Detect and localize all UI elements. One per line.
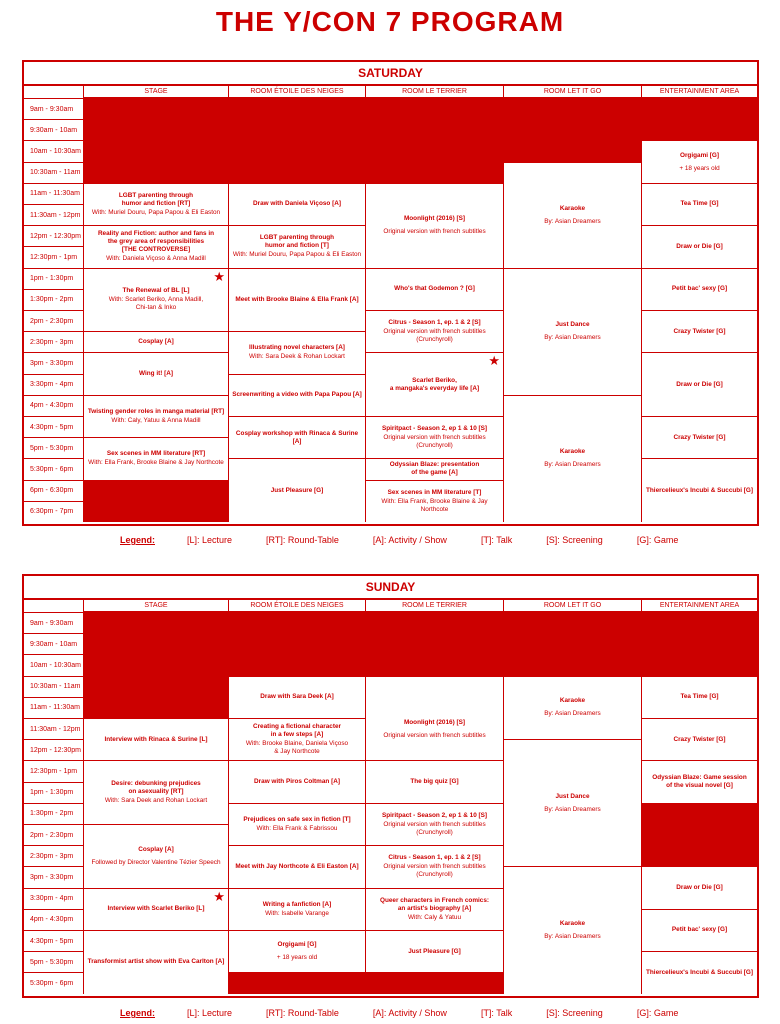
event-details: With: Ella Frank & Fabrissou [256,824,338,832]
event-title: Desire: debunking prejudices on asexuality [RT] [111,780,201,796]
legend-item: [G]: Game [636,1008,679,1018]
schedule-grid [24,86,757,522]
time-slot: 3:30pm - 4pm [24,888,83,909]
event-cell [83,395,228,437]
column-header: ROOM ÉTOILE DES NEIGES [228,600,365,612]
event-title: Queer characters in French comics: an artist's biography [A] [379,896,490,912]
event-cell [228,268,365,332]
event-title: Karaoke [559,448,586,456]
event-cell [365,183,503,268]
event-cell [365,268,503,310]
blocked-slot [228,98,365,183]
event-title: Interview with Rinaca & Surine [L] [104,735,208,743]
time-slot: 2:30pm - 3pm [24,845,83,866]
time-slot: 2pm - 2:30pm [24,824,83,845]
time-slot: 4pm - 4:30pm [24,395,83,416]
column-header: ROOM LE TERRIER [365,86,503,98]
time-slot: 10am - 10:30am [24,654,83,675]
legend-item: [A]: Activity / Show [372,1008,447,1018]
event-cell [83,888,228,930]
event-cell [641,183,757,225]
event-cell [228,718,365,760]
event-title: Prejudices on safe sex in fiction [T] [243,815,351,823]
time-slot: 5:30pm - 6pm [24,458,83,479]
event-title: Crazy Twister [G] [673,433,726,441]
event-cell [641,352,757,416]
day-heading: SUNDAY [24,576,757,600]
event-details: + 18 years old [679,164,720,172]
event-details: Original version with french subtitles [383,731,486,739]
event-title: Twisting gender roles in manga material [RT] [87,407,225,415]
event-details: Followed by Director Valentine Tézier Speech [91,858,221,866]
event-title: Transformist artist show with Eva Carlton [A] [87,958,225,966]
event-cell [641,458,757,522]
event-details: With: Caly & Yatuu [407,913,462,921]
event-details: With: Daniela Viçoso & Anna Madill [106,255,206,263]
event-title: Crazy Twister [G] [673,735,726,743]
event-cell [365,930,503,972]
event-cell [641,225,757,267]
column-header: ROOM ÉTOILE DES NEIGES [228,86,365,98]
saturday-schedule [22,60,759,526]
blocked-slot [365,972,503,993]
column-header: ROOM LE TERRIER [365,600,503,612]
legend-item: [RT]: Round-Table [266,535,339,545]
event-title: Tea Time [G] [680,693,719,701]
time-slot: 1:30pm - 2pm [24,803,83,824]
event-title: Who's that Godemon ? [G] [394,285,475,293]
event-title: Just Dance [555,792,590,800]
event-cell [503,268,641,395]
event-details: With: Scarlet Beriko, Anna Madill, Chi-tan & Inko [108,296,204,312]
column-header: STAGE [83,86,228,98]
time-slot: 3:30pm - 4pm [24,374,83,395]
column-header: ENTERTAINMENT AREA [641,600,757,612]
event-details: By: Asian Dreamers [544,710,601,718]
blocked-slot [503,612,641,676]
event-title: Just Pleasure [G] [408,947,461,955]
event-cell [228,374,365,416]
event-details: By: Asian Dreamers [544,932,601,940]
time-slot: 5pm - 5:30pm [24,951,83,972]
day-heading: SATURDAY [24,62,757,86]
event-title: Petit bac' sexy [G] [671,285,728,293]
event-title: Interview with Scarlet Beriko [L] [107,905,205,913]
time-slot: 9am - 9:30am [24,98,83,119]
event-details: With: Muriel Douru, Papa Papou & Eli Easton [91,208,221,216]
event-title: The Renewal of BL [L] [122,287,190,295]
star-icon: ★ [213,268,225,284]
blocked-slot [365,98,503,183]
time-slot: 12:30pm - 1pm [24,246,83,267]
event-cell [641,140,757,182]
event-cell [365,416,503,458]
blocked-slot [228,972,365,993]
event-cell [83,268,228,332]
event-title: Tea Time [G] [680,200,719,208]
event-details: With: Sara Deek & Rohan Lockart [249,353,345,361]
event-details: By: Asian Dreamers [544,805,601,813]
event-cell [365,480,503,522]
event-title: Meet with Jay Northcote & Eli Easton [A] [235,862,359,870]
sunday-schedule [22,574,759,998]
event-title: Draw or Die [G] [676,884,723,892]
blocked-slot [365,612,503,676]
event-details: With: Caly, Yatuu & Anna Madill [111,416,201,424]
event-details: With: Muriel Douru, Papa Papou & Eli Easton [232,251,362,259]
star-icon: ★ [213,888,225,904]
event-cell [228,225,365,267]
event-title: Draw with Daniela Viçoso [A] [253,200,341,208]
time-slot: 2:30pm - 3pm [24,331,83,352]
event-cell [83,718,228,760]
legend-heading: Legend: [120,535,155,545]
time-slot: 4:30pm - 5pm [24,416,83,437]
event-title: Thiercelieux's Incubi & Succubi [G] [646,486,753,494]
event-title: Moonlight (2016) [S] [403,718,466,726]
event-cell [641,676,757,718]
event-details: By: Asian Dreamers [544,461,601,469]
event-title: Moonlight (2016) [S] [403,215,466,223]
event-cell [641,866,757,908]
event-details: By: Asian Dreamers [544,334,601,342]
time-slot: 1:30pm - 2pm [24,289,83,310]
event-cell [503,866,641,993]
time-slot: 3pm - 3:30pm [24,866,83,887]
event-title: Thiercelieux's Incubi & Succubi [G] [646,968,753,976]
event-title: Writing a fanfiction [A] [262,900,332,908]
event-title: Karaoke [559,919,586,927]
event-title: Draw with Piros Coltman [A] [254,778,340,786]
event-title: Sex scenes in MM literature [RT] [106,450,206,458]
event-cell [641,760,757,802]
event-cell [228,676,365,718]
event-title: Spiritpact - Season 2, ep 1 & 10 [S] [381,425,488,433]
schedule-grid [24,600,757,994]
time-slot: 10am - 10:30am [24,140,83,161]
event-cell [365,845,503,887]
event-details: Original version with french subtitles (Crunchyroll) [383,328,486,344]
legend-item: [L]: Lecture [187,1008,233,1018]
blocked-slot [641,612,757,676]
legend-item: [T]: Talk [480,1008,513,1018]
event-cell [228,760,365,802]
event-cell [503,676,641,740]
event-title: Citrus - Season 1, ep. 1 & 2 [S] [388,854,481,862]
event-cell [365,458,503,479]
event-cell [365,760,503,802]
event-title: Just Pleasure [G] [270,486,324,494]
blocked-slot [228,612,365,676]
legend-item: [A]: Activity / Show [372,535,447,545]
event-cell [365,803,503,845]
event-cell [83,437,228,479]
legend-item: [S]: Screening [546,1008,603,1018]
time-slot: 12pm - 12:30pm [24,225,83,246]
legend [120,535,712,545]
legend-item: [RT]: Round-Table [266,1008,339,1018]
event-title: Meet with Brooke Blaine & Ella Frank [A] [235,295,359,303]
event-title: Odyssian Blaze: Game session of the visual novel [G] [652,774,747,790]
event-cell [228,458,365,522]
column-header: ROOM LET IT GO [503,600,641,612]
event-title: Cosplay workshop with Rinaca & Surine [A] [235,429,359,445]
event-cell [641,951,757,993]
time-slot: 11:30am - 12pm [24,718,83,739]
time-slot: 12pm - 12:30pm [24,739,83,760]
event-title: Draw or Die [G] [676,380,723,388]
time-slot: 6pm - 6:30pm [24,480,83,501]
time-slot: 5:30pm - 6pm [24,972,83,993]
event-cell [503,162,641,268]
event-cell [83,352,228,394]
event-cell [365,310,503,352]
event-title: Orgigami [G] [679,151,720,159]
legend-item: [L]: Lecture [187,535,233,545]
program-title: THE Y/CON 7 PROGRAM [215,6,565,37]
column-header: ROOM LET IT GO [503,86,641,98]
event-cell [641,909,757,951]
event-title: Illustrating novel characters [A] [249,344,345,352]
event-title: Sex scenes in MM literature [T] [387,488,482,496]
event-title: Petit bac' sexy [G] [671,926,728,934]
time-slot: 9:30am - 10am [24,119,83,140]
time-slot: 1pm - 1:30pm [24,782,83,803]
event-title: Screenwriting a video with Papa Papou [A] [232,391,362,399]
event-cell [83,760,228,824]
time-slot: 4pm - 4:30pm [24,909,83,930]
event-details: Original version with french subtitles (Crunchyroll) [383,820,486,836]
event-title: Orgigami [G] [277,941,317,949]
event-details: With: Sara Deek and Rohan Lockart [104,797,208,805]
event-cell [641,310,757,352]
time-slot: 12:30pm - 1pm [24,760,83,781]
time-slot: 2pm - 2:30pm [24,310,83,331]
event-cell [228,416,365,458]
event-title: Draw or Die [G] [676,242,723,250]
event-cell [641,718,757,760]
legend-heading: Legend: [120,1008,155,1018]
event-title: Cosplay [A] [138,338,174,346]
legend-item: [S]: Screening [546,535,603,545]
event-cell [228,183,365,225]
event-cell [83,183,228,225]
time-slot: 4:30pm - 5pm [24,930,83,951]
event-title: Karaoke [559,697,586,705]
time-slot: 1pm - 1:30pm [24,268,83,289]
event-cell [365,888,503,930]
time-slot: 11am - 11:30am [24,183,83,204]
time-slot: 10:30am - 11am [24,162,83,183]
event-title: The big quiz [G] [410,778,459,786]
event-title: Scarlet Beriko, a mangaka's everyday life [A] [389,376,480,392]
time-slot: 5pm - 5:30pm [24,437,83,458]
blocked-slot [83,98,228,183]
time-slot: 3pm - 3:30pm [24,352,83,373]
blocked-slot [641,98,757,140]
event-title: Odyssian Blaze: presentation of the game [A] [389,461,480,477]
column-header: STAGE [83,600,228,612]
blocked-slot [641,803,757,867]
event-cell [641,416,757,458]
event-cell [228,331,365,373]
legend-item: [T]: Talk [480,535,513,545]
event-details: With: Brooke Blaine, Daniela Viçoso & Jay Northcote [245,740,349,756]
blocked-slot [83,480,228,522]
time-slot: 9:30am - 10am [24,633,83,654]
event-details: By: Asian Dreamers [544,217,601,225]
column-header: ENTERTAINMENT AREA [641,86,757,98]
time-slot: 9am - 9:30am [24,612,83,633]
event-cell [503,739,641,866]
event-cell [503,395,641,522]
time-slot: 11:30am - 12pm [24,204,83,225]
star-icon: ★ [488,353,500,369]
event-title: Reality and Fiction: author and fans in the grey area of responsibilities [THE CONTROVERSE] [97,230,215,254]
event-cell [83,225,228,267]
event-title: LGBT parenting through humor and fiction [RT] [118,191,194,207]
event-cell [365,352,503,416]
event-details: With: Isabelle Varange [265,909,329,917]
event-cell [228,803,365,845]
event-title: Draw with Sara Deek [A] [260,693,334,701]
event-cell [641,268,757,310]
legend [120,1008,712,1018]
event-cell [228,845,365,887]
event-details: With: Ella Frank, Brooke Blaine & Jay Northcote [381,497,488,513]
event-details: Original version with french subtitles (Crunchyroll) [383,434,486,450]
event-cell [83,930,228,994]
blocked-slot [83,612,228,718]
event-title: Crazy Twister [G] [673,327,726,335]
event-cell [228,930,365,972]
time-slot: 6:30pm - 7pm [24,501,83,522]
event-title: Citrus - Season 1, ep. 1 & 2 [S] [388,319,481,327]
event-title: Just Dance [555,321,590,329]
event-cell [83,331,228,352]
event-title: Wing it! [A] [138,370,173,378]
event-details: Original version with french subtitles (Crunchyroll) [383,863,486,879]
event-cell [228,888,365,930]
event-title: Creating a fictional character in a few steps [A] [252,723,342,739]
event-details: + 18 years old [276,954,318,962]
legend-item: [G]: Game [636,535,679,545]
event-title: Cosplay [A] [138,845,174,853]
event-details: Original version with french subtitles [383,228,486,236]
blocked-slot [503,98,641,162]
event-title: Karaoke [559,204,586,212]
time-slot: 11am - 11:30am [24,697,83,718]
event-title: LGBT parenting through humor and fiction [T] [259,234,335,250]
event-details: With: Ella Frank, Brooke Blaine & Jay Northcote [88,459,224,467]
time-slot: 10:30am - 11am [24,676,83,697]
event-title: Spiritpact - Season 2, ep 1 & 10 [S] [381,811,488,819]
event-cell [83,824,228,888]
